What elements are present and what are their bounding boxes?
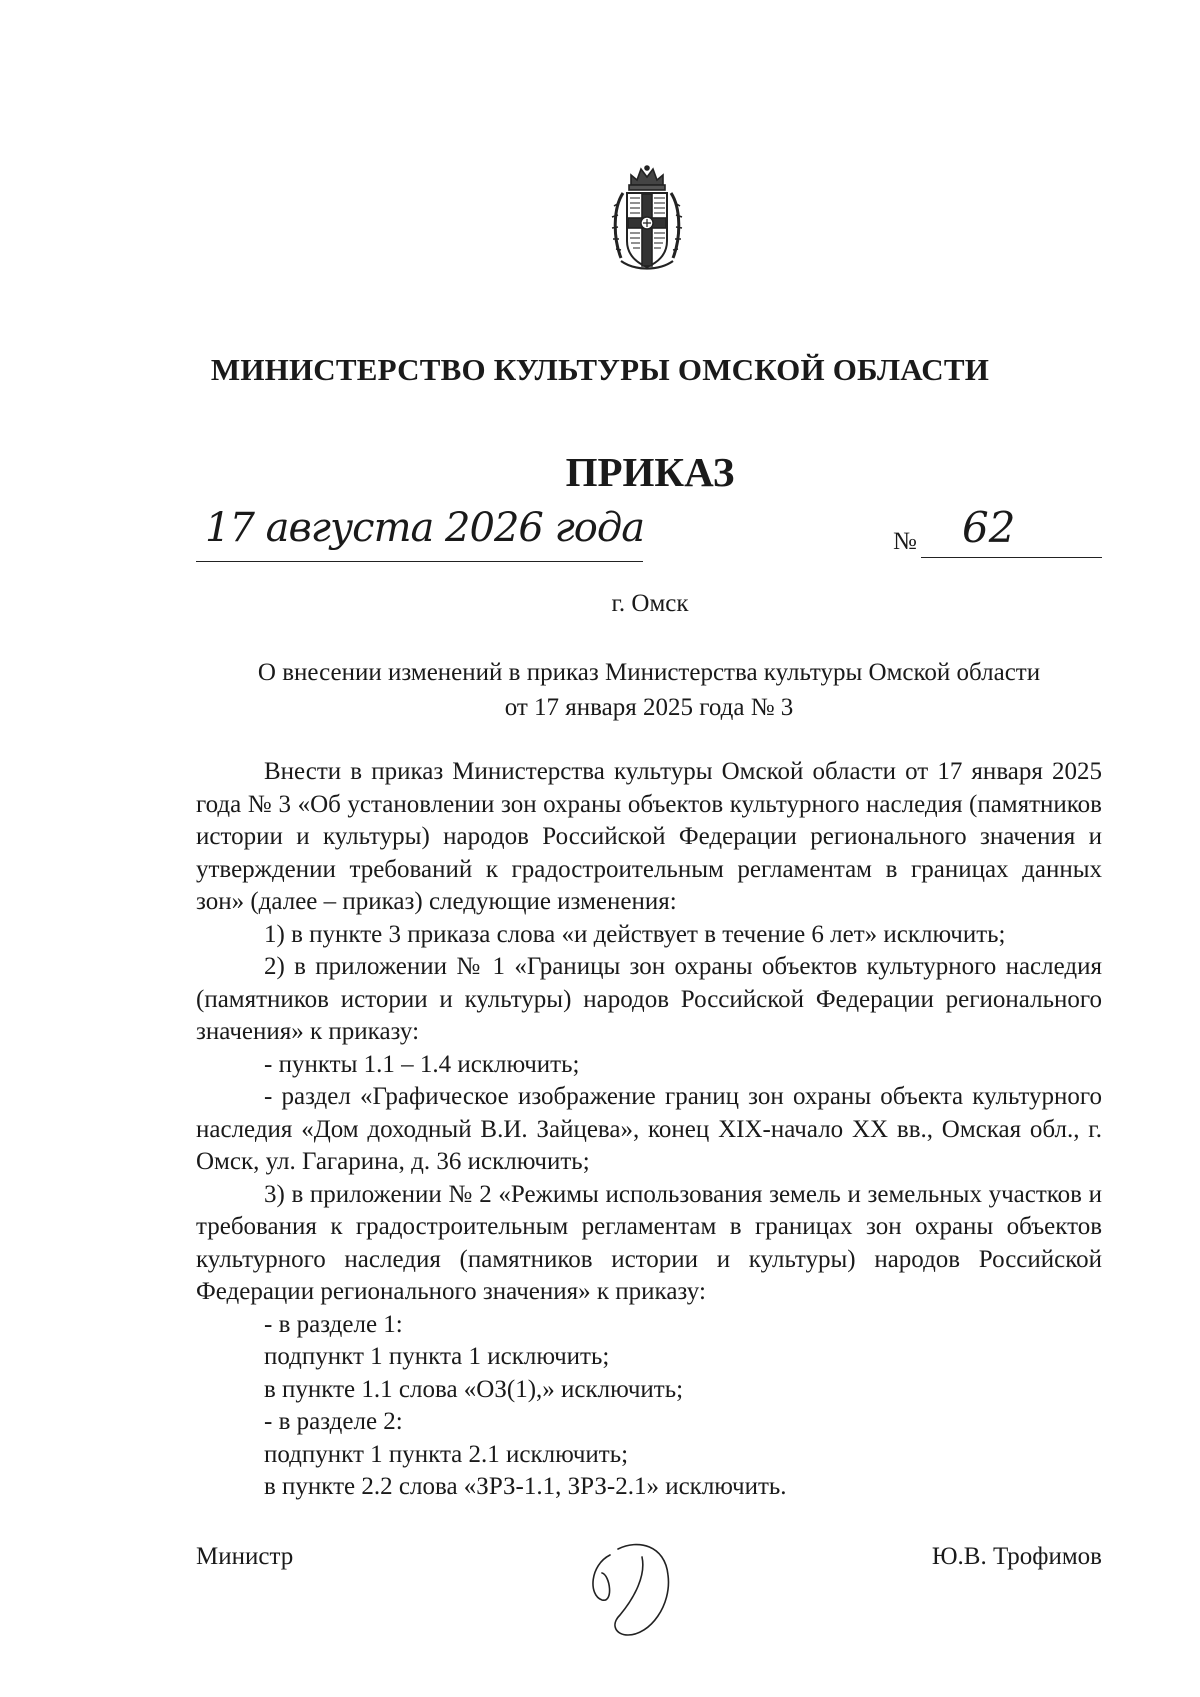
body-paragraph: - пункты 1.1 – 1.4 исключить; <box>264 1050 580 1078</box>
handwritten-date: 17 августа 2026 года <box>205 505 645 551</box>
document-subject <box>196 655 1102 725</box>
body-paragraph: 2) в приложении № 1 «Границы зон охраны объектов культурного наследия (памятников истории и культуры) народов Российской Федерации регионального значения» к приказу: <box>196 953 1102 1045</box>
body-paragraph: 3) в приложении № 2 «Режимы использования земель и земельных участков и требования к градостроительным регламентам в границах зон охраны объектов культурного наследия (памятников истории и культуры) народов Российской Федерации регионального значения» к приказу: <box>196 1180 1102 1305</box>
ministry-heading: МИНИСТЕРСТВО КУЛЬТУРЫ ОМСКОЙ ОБЛАСТИ <box>210 352 990 387</box>
date-underline <box>196 561 643 562</box>
number-underline <box>921 557 1102 558</box>
body-paragraph: подпункт 1 пункта 1 исключить; <box>264 1343 610 1370</box>
subject-line: О внесении изменений в приказ Министерства культуры Омской области <box>257 659 1041 686</box>
body-paragraph: в пункте 2.2 слова «ЗРЗ-1.1, ЗРЗ-2.1» исключить. <box>264 1473 787 1500</box>
handwritten-number: 62 <box>962 503 1016 552</box>
body-paragraph: в пункте 1.1 слова «ОЗ(1),» исключить; <box>264 1375 684 1403</box>
body-paragraph: Внести в приказ Министерства культуры Омской области от 17 января 2025 года № 3 «Об установлении зон охраны объектов культурного наследия (памятников истории и культуры) народов Российской Федерации регионального значения и утверждении требований к градостроительным регламентам в границах данных зон» (далее – приказ) следующие изменения: <box>196 758 1102 915</box>
coat-of-arms-emblem <box>607 163 687 275</box>
body-paragraph: 1) в пункте 3 приказа слова «и действует в течение 6 лет» исключить; <box>264 920 1006 948</box>
city-label: г. Омск <box>611 590 689 617</box>
signatory-position: Министр <box>196 1543 294 1570</box>
signatory-name: Ю.В. Трофимов <box>931 1543 1102 1570</box>
subject-line: от 17 января 2025 года № 3 <box>504 694 794 721</box>
body-paragraph: - в разделе 1: <box>264 1310 403 1338</box>
body-paragraph: подпункт 1 пункта 2.1 исключить; <box>264 1440 629 1468</box>
handwritten-signature <box>580 1535 685 1645</box>
body-paragraph: - раздел «Графическое изображение границ зон охраны объекта культурного наследия «Дом доходный В.И. Зайцева», конец XIX-начало XX вв., Омская обл., г. Омск, ул. Гагарина, д. 36 исключить; <box>196 1083 1102 1175</box>
body-paragraph: - в разделе 2: <box>264 1408 403 1435</box>
document-body <box>196 756 1102 1504</box>
number-label: № <box>893 528 917 555</box>
document-type-heading: ПРИКАЗ <box>565 449 735 495</box>
